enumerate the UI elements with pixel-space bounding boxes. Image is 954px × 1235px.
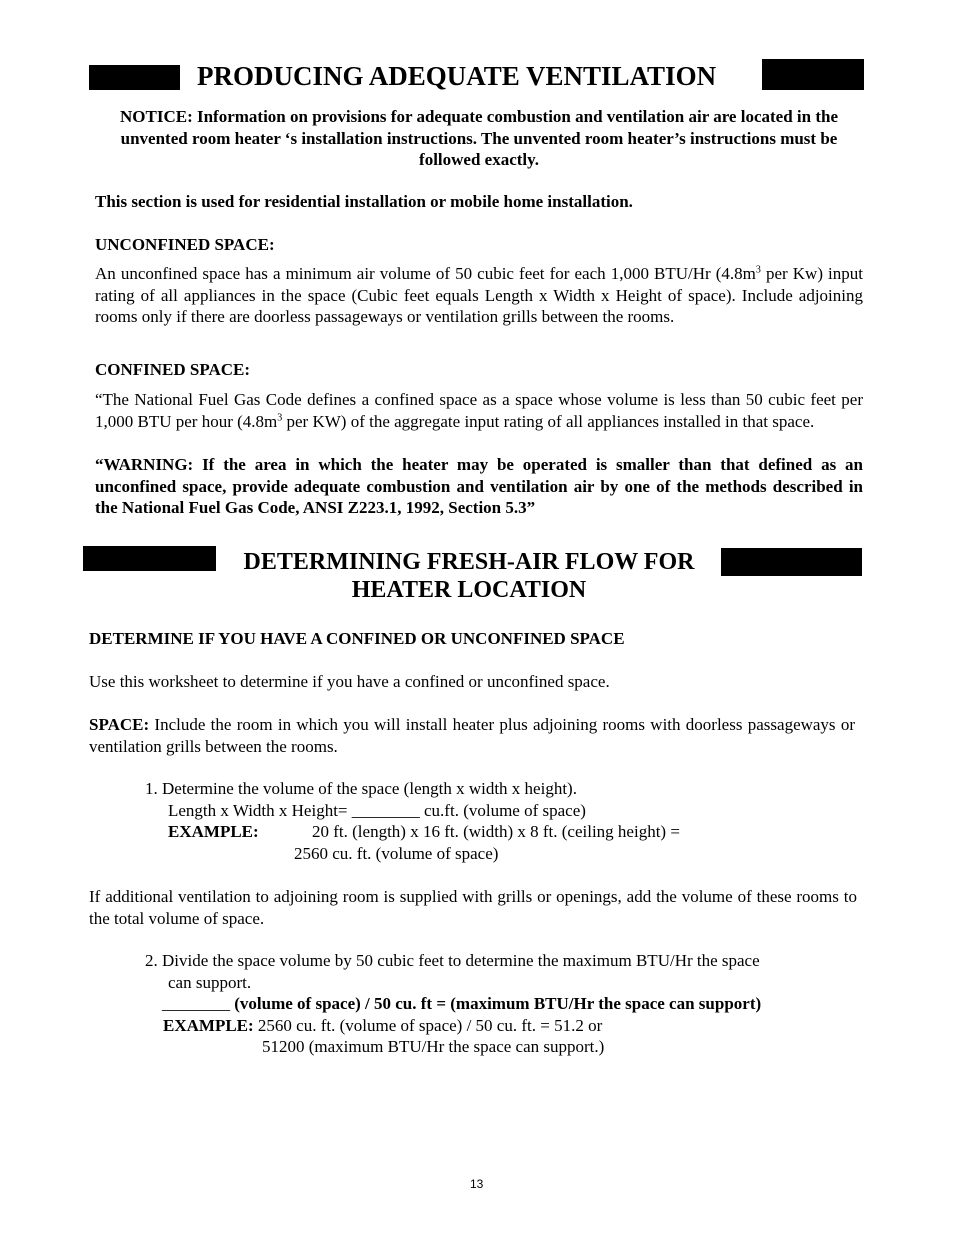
confined-heading: CONFINED SPACE: [95, 360, 251, 379]
space-text: Include the room in which you will install heater plus adjoining rooms with doorless passageways or ventilation grills between the rooms. [89, 715, 855, 756]
heading-bar-right-2 [721, 548, 862, 576]
worksheet-subheading: DETERMINE IF YOU HAVE A CONFINED OR UNCONFINED SPACE [89, 629, 625, 648]
additional-ventilation-note: If additional ventilation to adjoining room is supplied with grills or openings, add the volume of these rooms to the total volume of space. [89, 887, 857, 928]
unconfined-text-a: An unconfined space has a minimum air volume of 50 cubic feet for each 1,000 BTU/Hr (4.8m [95, 264, 756, 283]
warning-paragraph: “WARNING: If the area in which the heater may be operated is smaller than that defined as an unconfined space, provide adequate combustion and ventilation air by one of the methods described in the National Fuel Gas Code, ANSI Z223.1, 1992, Section 5.3” [95, 455, 863, 517]
step-1-line-1: 1. Determine the volume of the space (length x width x height). [145, 779, 577, 798]
step-1-example-line-2: 2560 cu. ft. (volume of space) [294, 844, 499, 863]
notice-paragraph: NOTICE: Information on provisions for adequate combustion and ventilation air are located in the unvented room heater ‘s installation instructions. The unvented room heater’s instructions must be followed exactly. [120, 107, 838, 169]
step-2-line-1: 2. Divide the space volume by 50 cubic feet to determine the maximum BTU/Hr the space [145, 951, 760, 970]
worksheet-intro: Use this worksheet to determine if you have a confined or unconfined space. [89, 672, 610, 691]
confined-paragraph [95, 389, 863, 432]
step-2-formula [162, 993, 761, 1015]
step-1-example-label: EXAMPLE: [168, 822, 259, 841]
step-1-line-2: Length x Width x Height= ________ cu.ft. (volume of space) [168, 801, 586, 820]
unconfined-text-b: per Kw) input rating of all appliances in the space (Cubic feet equals Length x Width x Height of space). Include adjoining rooms only if there are doorless passageways or ventilation grills between the rooms. [95, 264, 863, 326]
scope-statement: This section is used for residential installation or mobile home installation. [95, 192, 633, 211]
section-heading-line-2: HEATER LOCATION [351, 577, 587, 603]
section-heading-ventilation: PRODUCING ADEQUATE VENTILATION [197, 61, 717, 91]
section-heading-line-1: DETERMINING FRESH-AIR FLOW FOR [243, 549, 695, 575]
space-label: SPACE: [89, 715, 150, 734]
step-1-example-line-1: 20 ft. (length) x 16 ft. (width) x 8 ft. (ceiling height) = [312, 822, 680, 841]
step-2-line-2: can support. [168, 973, 252, 992]
step-2-example-line-1: 2560 cu. ft. (volume of space) / 50 cu. ft. = 51.2 or [253, 1016, 603, 1035]
confined-superscript: 3 [277, 411, 283, 423]
step-2-example [163, 1015, 602, 1037]
step-2-formula-text: (volume of space) / 50 cu. ft = (maximum BTU/Hr the space can support) [230, 994, 762, 1013]
unconfined-paragraph [95, 263, 863, 328]
heading-bar-left-2 [83, 546, 216, 571]
space-definition [89, 714, 855, 757]
confined-text-a: “The National Fuel Gas Code defines a confined space as a space whose volume is less than 50 cubic feet per 1,000 BTU per hour (4.8m [95, 390, 863, 431]
step-2-example-label: EXAMPLE: [163, 1016, 254, 1035]
unconfined-heading: UNCONFINED SPACE: [95, 235, 275, 254]
section-heading-fresh-air [216, 548, 722, 604]
confined-text-b: per KW) of the aggregate input rating of all appliances installed in that space. [282, 411, 815, 431]
unconfined-superscript: 3 [755, 264, 761, 276]
step-2-blank: ________ [162, 994, 230, 1013]
step-2-example-line-2: 51200 (maximum BTU/Hr the space can support.) [262, 1037, 605, 1056]
page-number: 13 [470, 1177, 484, 1191]
heading-bar-right [762, 59, 864, 90]
heading-bar-left [89, 65, 180, 90]
